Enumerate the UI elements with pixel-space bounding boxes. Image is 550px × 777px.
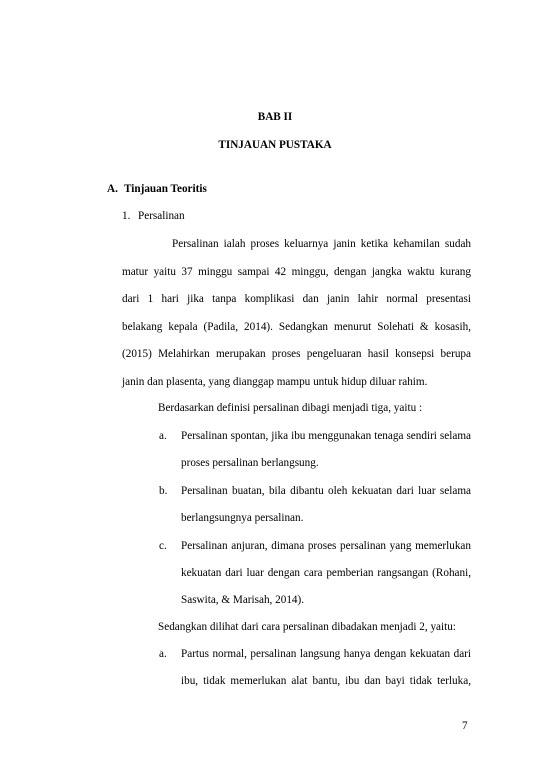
list-item-line: ibu, tidak memerlukan alat bantu, ibu dan bayi tidak terluka,: [181, 675, 471, 687]
subsection-marker: 1.: [122, 210, 131, 222]
list-intro-2: Sedangkan dilihat dari cara persalinan dibadakan menjadi 2, yaitu:: [158, 621, 456, 633]
section-title: Tinjauan Teoritis: [124, 183, 207, 195]
section-marker: A.: [107, 183, 118, 195]
list-intro-1: Berdasarkan definisi persalinan dibagi menjadi tiga, yaitu :: [158, 402, 423, 414]
paragraph-line: (2015) Melahirkan merupakan proses pengeluaran hasil konsepsi berupa: [122, 348, 471, 360]
paragraph-line: belakang kepala (Padila, 2014). Sedangkan menurut Solehati & kosasih,: [122, 321, 471, 333]
paragraph-line: janin dan plasenta, yang dianggap mampu untuk hidup diluar rahim.: [122, 376, 428, 388]
paragraph-line: matur yaitu 37 minggu sampai 42 minggu, dengan jangka waktu kurang: [122, 266, 471, 278]
paragraph-line: Persalinan ialah proses keluarnya janin ketika kehamilan sudah: [172, 238, 471, 250]
list-item-line: kekuatan dari luar dengan cara pemberian rangsangan (Rohani,: [181, 567, 471, 579]
list-item-line: berlangsungnya persalinan.: [181, 512, 304, 524]
list-item-line: Persalinan buatan, bila dibantu oleh kekuatan dari luar selama: [181, 485, 471, 497]
page-number: 7: [462, 720, 468, 732]
chapter-title: TINJAUAN PUSTAKA: [218, 139, 332, 151]
list-item-line: proses persalinan berlangsung.: [181, 457, 319, 469]
paragraph-line: dari 1 hari jika tanpa komplikasi dan janin lahir normal presentasi: [122, 293, 471, 305]
subsection-title: Persalinan: [138, 210, 185, 222]
list-marker: a.: [159, 648, 167, 660]
chapter-heading: BAB II: [257, 111, 293, 123]
list-marker: b.: [159, 485, 168, 497]
list-marker: a.: [159, 430, 167, 442]
list-item-line: Partus normal, persalinan langsung hanya dengan kekuatan dari: [181, 648, 471, 660]
list-item-line: Saswita, & Marisah, 2014).: [181, 594, 305, 606]
list-marker: c.: [159, 540, 167, 552]
list-item-line: Persalinan spontan, jika ibu menggunakan tenaga sendiri selama: [181, 430, 471, 442]
list-item-line: Persalinan anjuran, dimana proses persalinan yang memerlukan: [181, 540, 471, 552]
